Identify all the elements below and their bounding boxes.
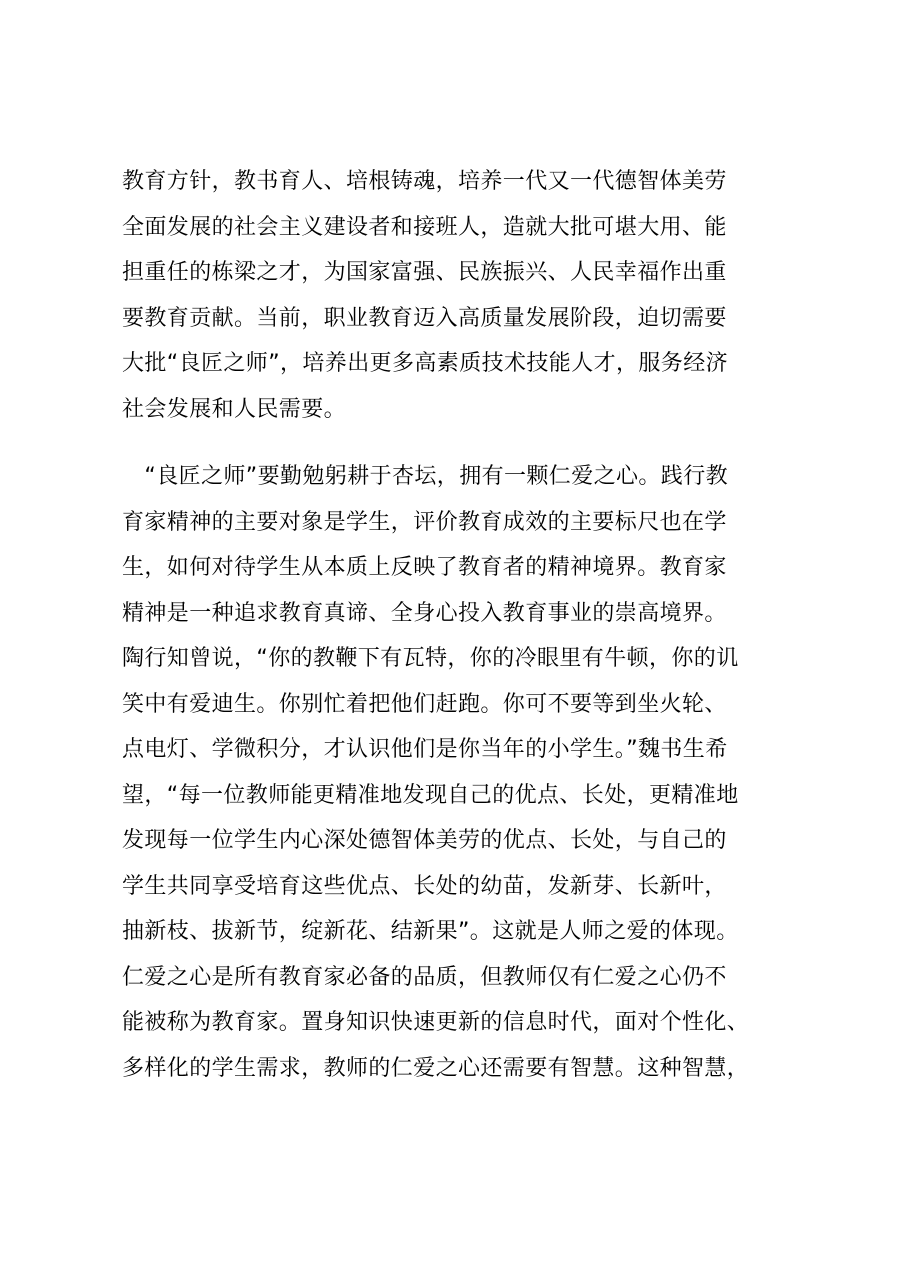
text-line: 教育方针，教书育人、培根铸魂，培养一代又一代德智体美劳: [122, 169, 727, 194]
text-line: 能被称为教育家。置身知识快速更新的信息时代，面对个性化、: [122, 1010, 750, 1035]
text-line: 抽新枝、拔新节，绽新花、结新果”。这就是人师之爱的体现。: [122, 919, 739, 944]
text-line: 社会发展和人民需要。: [122, 396, 347, 422]
text-line: 学生共同享受培育这些优点、长处的幼苗，发新芽、长新叶，: [122, 873, 727, 899]
text-line: 仁爱之心是所有教育家必备的品质，但教师仅有仁爱之心仍不: [122, 964, 727, 990]
body-text: [122, 159, 812, 1091]
text-line: 全面发展的社会主义建设者和接班人，造就大批可堪大用、能: [122, 214, 727, 240]
paragraph-2: [122, 454, 812, 1091]
text-line: 育家精神的主要对象是学生，评价教育成效的主要标尺也在学: [122, 509, 727, 535]
text-line: 发现每一位学生内心深处德智体美劳的优点、长处，与自己的: [122, 828, 727, 853]
paragraph-1: [122, 159, 812, 432]
paragraph-spacer: [122, 432, 812, 454]
text-line: “良匠之师”要勤勉躬耕于杏坛，拥有一颗仁爱之心。践行教: [122, 464, 728, 489]
text-line: 陶行知曾说，“你的教鞭下有瓦特，你的冷眼里有牛顿，你的讥: [122, 646, 739, 671]
text-line: 担重任的栋梁之才，为国家富强、民族振兴、人民幸福作出重: [122, 260, 727, 285]
text-line: 望，“每一位教师能更精准地发现自己的优点、长处，更精准地: [122, 782, 739, 808]
text-line: 精神是一种追求教育真谛、全身心投入教育事业的崇高境界。: [122, 600, 727, 626]
text-line: 多样化的学生需求，教师的仁爱之心还需要有智慧。这种智慧，: [122, 1055, 750, 1081]
text-line: 生，如何对待学生从本质上反映了教育者的精神境界。教育家: [122, 555, 727, 580]
text-line: 大批“良匠之师”，培养出更多高素质技术技能人才，服务经济: [122, 351, 728, 376]
text-line: 笑中有爱迪生。你别忙着把他们赶跑。你可不要等到坐火轮、: [122, 691, 727, 717]
text-line: 要教育贡献。当前，职业教育迈入高质量发展阶段，迫切需要: [122, 305, 727, 331]
text-line: 点电灯、学微积分，才认识他们是你当年的小学生。”魏书生希: [122, 737, 728, 762]
